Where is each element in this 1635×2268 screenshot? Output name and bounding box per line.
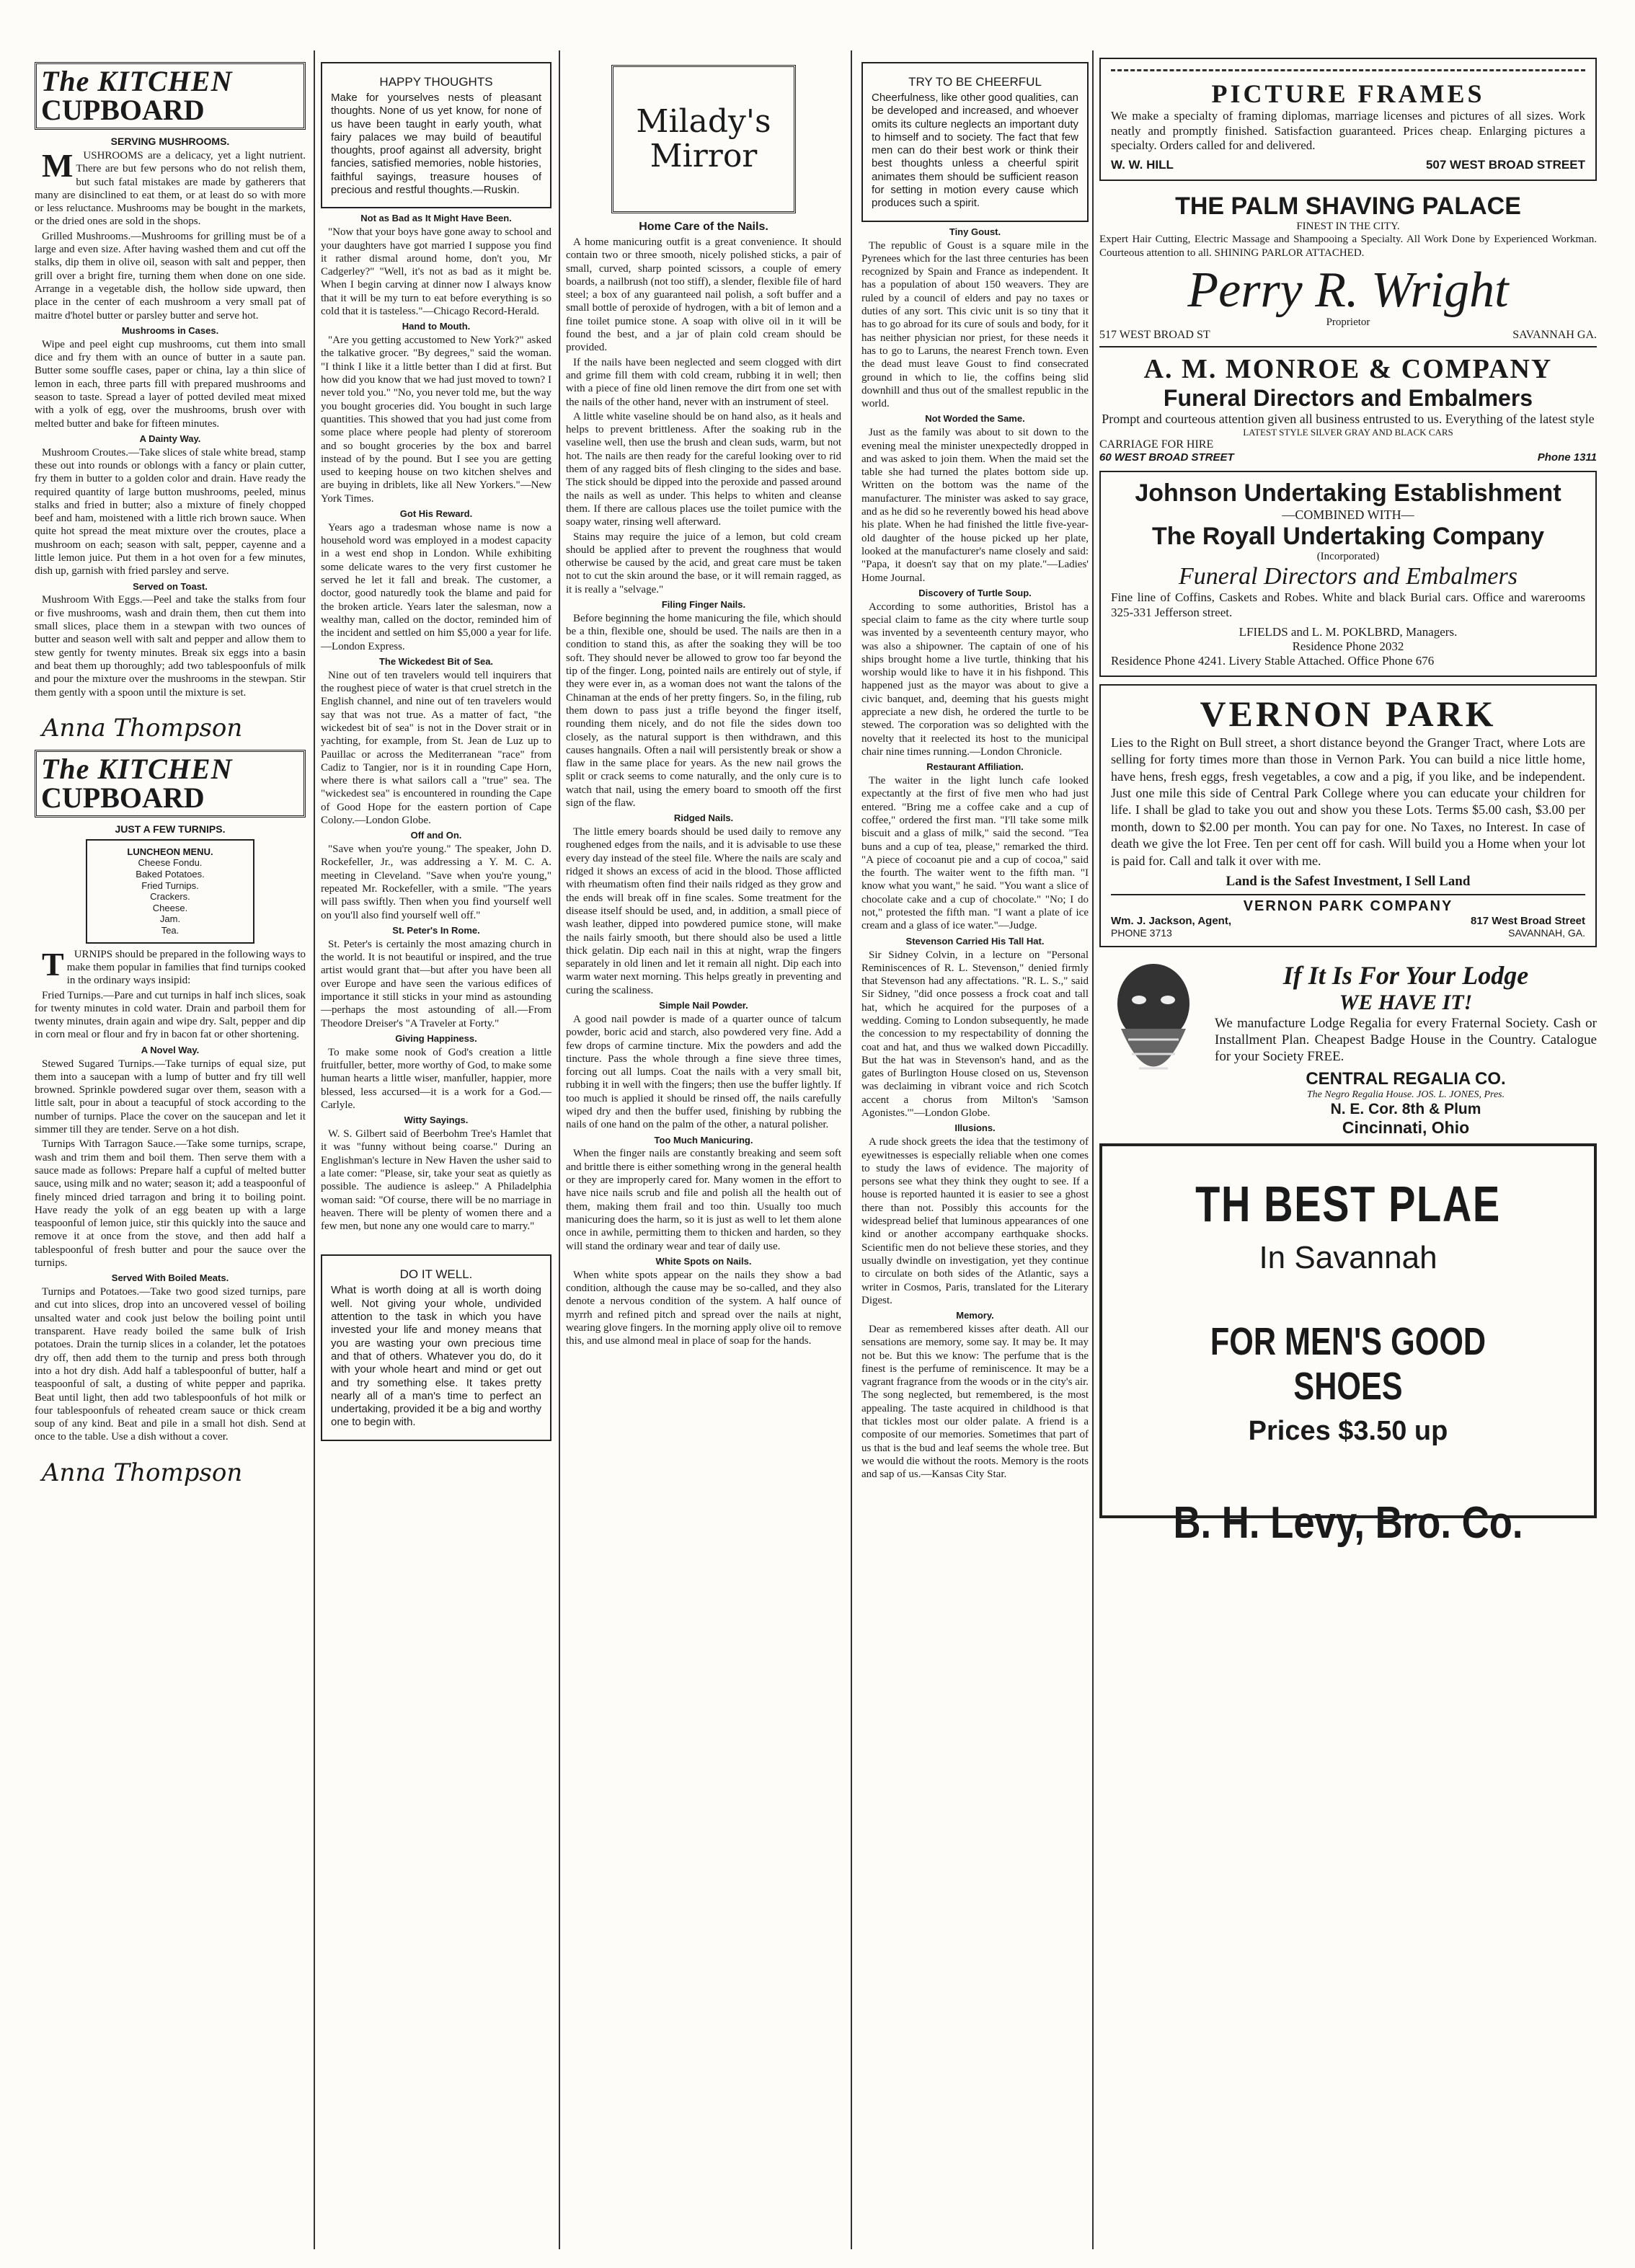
do-it-well-box: DO IT WELL. What is worth doing at all is worth doing well. Not giving your whole, undivided attention to the task in which you have invested your life and money means that you are wasting your own precious time and that of others. Whatever you do, do it with your whole heart and mind or get out and try something else. It takes pretty nearly all of a man's time to perfect an undertaking, provided it be a big and worthy one to begin with. — [321, 1254, 551, 1440]
column-rule — [851, 50, 852, 2249]
ad-johnson-undertaking: Johnson Undertaking Establishment —COMBINED WITH— The Royall Undertaking Company (Incorporated) Funeral Directors and Embalmers Fine line of Coffins, Caskets and Robes. White and black Burial cars. Office and warerooms 325-331 Jefferson street. LFIELDS and L. M. POKLBRD, Managers. Residence Phone 2032 Residence Phone 4241. Livery Stable Attached. Office Phone 676 — [1099, 471, 1597, 676]
article-body: MUSHROOMS are a delicacy, yet a light nutrient. There are but few persons who do not relish them, but such fatal mistakes are made by gatherers that many are disinclined to eat them, or at least do so with more or less reluctance. Mushrooms may be bought in the markets, or the dried ones are sold in the shops. Grilled Mushrooms.—Mushrooms for grilling must be of a large and even size. After having washed them and cut off the stalks, dip them in olive oil, season with salt and pepper, then grill over a bright fire, turning them when done on one side. Arrange in a vegetable dish, the hollow side upward, then place in the center of each mushroom a very small pat of maitre d'hotel butter or parsley butter and serve hot. Mushrooms in Cases. Wipe and peel eight cup mushrooms, cut them into small dice and fry them with an ounce of butter in a saute pan. Butter some souffle cases, paper or china, lay a thin slice of lemon in each, three parts fill with prepared mushrooms and season to taste. Spread a layer of potted deviled meat mixed with a yolk of egg, over the mushrooms, brush over with melted butter and bake for fifteen minutes. A Dainty Way. Mushroom Croutes.—Take slices of stale white bread, stamp these out into rounds or oblongs with a fancy or plain cutter, fry them in butter to a golden color and drain. Have ready the required quantity of large button mushrooms, peeled, minus stalks and fried in butter; also a mixture of finely chopped beef and ham, moistened with a little rich brown sauce. When quite hot spread the meat mixture over the croutes, place a mushroom on each; season with salt, pepper, cayenne and a little lemon juice. Put them in a hot oven for a few minutes, dish up, garnish with fried parsley and serve. Served on Toast. Mushroom With Eggs.—Peel and take the stalks from four or five mushrooms, wash and drain them, then cut them into small slices, place them in a stewpan with two ounces of butter and season well with salt and pepper and allow them to stew gently for twenty minutes. Break six eggs into a basin and beat them up thoroughly; add two tablespoonfuls of milk and pour the mixture over the mushrooms in the stewpan. Stir them gently with a spoon until the mixture is set. — [35, 147, 306, 699]
column-miscellany — [321, 58, 551, 1445]
column-rule — [1092, 50, 1094, 2249]
signature: Anna Thompson — [42, 1458, 243, 1487]
article-title: SERVING MUSHROOMS. — [110, 136, 230, 147]
mask-emblem-icon — [1099, 960, 1208, 1104]
signature: Anna Thompson — [42, 713, 243, 743]
ad-vernon-park: VERNON PARK Lies to the Right on Bull street, a short distance beyond the Granger Tract, where Lots are selling for forty times more than those in Vernon Park. You can build a nice little home, have hens, fresh eggs, fresh vegetables, a cow and a pig, if you like, and be independent. Just one mile this side of Central Park College where you can educate your children for life. I shall be glad to take you out and show you these Lots. Terms $5.00 cash, $3.00 per month, down to $2.00 per month. You can pay for one. No Taxes, no Interest. In case of death we give the lot Free. Ten per cent off for cash. Will build you a Home when your lot is paid for. Call and talk it over with me. Land is the Safest Investment, I Sell Land VERNON PARK COMPANY Wm. J. Jackson, Agent, 817 West Broad Street PHONE 3713 SAVANNAH, GA. — [1099, 684, 1597, 947]
cheerful-box: TRY TO BE CHEERFUL Cheerfulness, like other good qualities, can be developed and increased, and whoever omits its culture neglects an important duty to himself and to society. The fact that few men can do their best work or think their best thoughts unless a cheerful spirit animates them should be sufficient reason for setting in motion every cause which produces such a spirit. — [861, 62, 1089, 222]
article-title: JUST A FEW TURNIPS. — [115, 823, 226, 835]
article-body: Not as Bad as It Might Have Been. "Now that your boys have gone away to school and your daughters have got married I suppose you find it rather dismal around home, don't you, Mr Cadgerley?" "Well, it's not as bad as it might be. When I begin carving at dinner now I always know that it will be my turn to eat before everything is so cold that it is tasteless."—Chicago Record-Herald. Hand to Mouth. "Are you getting accustomed to New York?" asked the talkative grocer. "By degrees," said the woman. "I think I like it a little better than I did at first. But how did you know that we had just moved to town? I never told you." "No, you never told me, but the way you bought groceries did. You bought in such large quantities. This showed that you had just come from some place where people had plenty of storeroom and so bought groceries by the box and barrel instead of by the pound. But I see you are getting used to keeping house on two kitchen shelves and are buying in driblets, like all New Yorkers."—New York Times. Got His Reward. Years ago a tradesman whose name is now a household word was employed in a modest capacity in a west end shop in London. While exhibiting some delicate wares to the very first customer he served he let it fall and break. The customer, a doctor, good naturedly took the blame and paid for the broken article. Years later the salesman, now a wealthy man, called on the doctor, reminded him of the incident and settled on him $5,000 a year for life.—London Express. The Wickedest Bit of Sea. Nine out of ten travelers would tell inquirers that the roughest piece of water is that cruel stretch in the English channel, and nine out of ten travelers would say that was not true. As a matter of fact, "the wickedest bit of sea" is not in the Dover strait or in yachting, for example, from St. Jean de Luz up to Pauillac or across the Mediterranean "race" from Cadiz to Tangier, nor is it in rounding Cape Horn, where there is what sailors call a "true" sea. The "wickedest sea" is encountered in rounding the Cape of Good Hope for the eastern portion of Cape Colony.—London Globe. Off and On. "Save when you're young." The speaker, John D. Rockefeller, Jr., was addressing a Y. M. C. A. meeting in Cleveland. "Save when you're young," repeated Mr. Rockefeller, with a smile. "The years will pass swiftly. Then when you find yourself well on you'll also find yourself well off." St. Peter's In Rome. St. Peter's is certainly the most amazing church in the world. It is not beautiful or inspired, and the true artist would grant that—but after you have been all over Europe and have seen the various edifices of importance it still sticks in your mind as astounding—perhaps the most astounding of all.—From Theodore Dreiser's "A Traveler at Forty." Giving Happiness. To make some nook of God's creation a little fruitfuller, better, more worthy of God, to make some human hearts a little wiser, manfuller, happier, more blessed, less accursed—it is a work for a God.—Carlyle. Witty Sayings. W. S. Gilbert said of Beerbohm Tree's Hamlet that it was "funny without being coarse." During an Englishman's lecture in New Haven the usher said to a late comer: "Please, sir, take your seat as quietly as possible. The audience is asleep." A Philadelphia woman said: "Of course, there will be no marriage in heaven. There will be plenty of women there and a few men, but none any one would care to marry." — [321, 213, 551, 1233]
column-ads — [1099, 58, 1597, 1549]
ad-monroe: A. M. MONROE & COMPANY Funeral Directors and Embalmers Prompt and courteous attention given all business entrusted to us. Everything of the latest style LATEST STYLE SILVER GRAY AND BLACK CARS CARRIAGE FOR HIRE 60 WEST BROAD STREET Phone 1311 — [1099, 346, 1597, 464]
column-kitchen — [35, 58, 306, 1494]
ad-levy-shoes: TH BEST PLAE In Savannah FOR MEN'S GOOD SHOES Prices $3.50 up B. H. Levy, Bro. Co. — [1099, 1143, 1597, 1518]
kitchen-cupboard-logo: The KITCHEN CUPBOARD — [35, 750, 306, 818]
happy-thoughts-box: HAPPY THOUGHTS Make for yourselves nests of pleasant thoughts. None of us yet know, for none of us have been taught in early youth, what fairy palaces we may build of beautiful thoughts, proof against all adversity, bright fancies, satisfied memories, noble histories, faithful sayings, treasure houses of precious and restful thoughts.—Ruskin. — [321, 62, 551, 208]
column-rule — [559, 50, 560, 2249]
article-body: Tiny Goust. The republic of Goust is a square mile in the Pyrenees which for the last three centuries has been recognized by Spain and France as independent. It has a population of about 150 weavers. They are ruled by a council of elders and pay no taxes or duties of any sort. This civic unit is so tiny that it has to go abroad for its cure of souls and body, for it has neither physician nor priest, for these needs it has to go to Laruns, the nearest French town. Even the dead must leave Goust to find consecrated ground in which to lie, the coffins being slid downhill and thus out of the smallest republic in the world. Not Worded the Same. Just as the family was about to sit down to the evening meal the minister unexpectedly dropped in and was asked to join them. When the maid set the table she had turned the plates bottom side up. Written on the bottom was the name of the manufacturer. The minister was asked to say grace, and as he did so he reverently bowed his head above his plate. When he had finished the little five-year-old daughter of the house picked up her plate, looked at the manufacturer's name closely and said: "Papa, it doesn't say that on my plate."—Ladies' Home Journal. Discovery of Turtle Soup. According to some authorities, Bristol has a special claim to fame as the city where turtle soup was invented by a seventeenth century mayor, who was also a shipowner. The captain of one of his ships brought home a live turtle, thinking that his worship would like to have it in his fishpond. This happened just as the mayor was about to give a civic banquet, and, deeming that his guests might appreciate a new dish, he ordered the turtle to be stewed. The corporation was so delighted with the novelty that it reelected its host to the municipal chair nine times running.—London Chronicle. Restaurant Affiliation. The waiter in the light lunch cafe looked expectantly at the first of five men who had just entered. "Bring me a coffee cake and a cup of coffee," ordered the first man. "I'll take some milk biscuit and a glass of milk," said the second. "Tea buns and a cup of tea, please," remarked the third. "A piece of cocoanut pie and a cup of cocoa," said the fourth. The waiter went to the fifth man. "I know what you want," he said. "You want a slice of chocolate cake and a cup of chocolate." "No; I do not," protested the fifth man. "I want a plate of ice cream and a glass of ice water."—Judge. Stevenson Carried His Tall Hat. Sir Sidney Colvin, in a lecture on "Personal Reminiscences of R. L. Stevenson," denied firmly that Stevenson had any affectations. "R. L. S.," said Sir Sidney, "did once possess a frock coat and tall hat, which he acquired for the purposes of a wedding. Coming to London subsequently, he made the concession to my respectability of donning the coat and hat, and thus we walked down Piccadilly. But the hat was in Stevenson's hand, and as the gates of Burlington House closed on us, Stevenson was declaiming in vibrant voice and rich Scotch accent a chorus from Milton's 'Samson Agonistes.'"—London Globe. Illusions. A rude shock greets the idea that the testimony of eyewitnesses is especially reliable when one comes to study the laws of evidence. The majority of persons see what they think they ought to see. If a house is reported haunted it is easier to see a ghost there than not. Possibly this accounts for the widespread belief that luminous appearances of one kind or another accompany earthquake shocks. Scientific men do not believe these stories, and they usually dwindle on investigation, yet they continue to circulate on both sides of the Atlantic, says a writer in Cosmos, Paris, translated for the Literary Digest. Memory. Dear as remembered kisses after death. All our sensations are memory, some say. It may be. It may not be. But this we know: The perfume that is the finest is the perfume of reminiscence. It may be a vagrant fragrance from the woods or in the city's air. The song neglected, but remembered, is the most appealing. The taste acquired in childhood is that that tickles most our older palate. A friend is a composite of our memories. Sometimes that part of us that is the bud and leaf seems the whole tree. But we would die without the roots. Memory is the roots and sap of us.—Kansas City Star. — [861, 226, 1089, 1481]
article-title: Home Care of the Nails. — [639, 221, 768, 233]
ad-palm-shaving: THE PALM SHAVING PALACE FINEST IN THE CITY. Expert Hair Cutting, Electric Massage and Shampooing a Specialty. All Work Done by Experienced Workman. Courteous attention to all. SHINING PARLOR ATTACHED. Perry R. Wright Proprietor 517 WEST BROAD ST SAVANNAH GA. — [1099, 192, 1597, 342]
article-body: A home manicuring outfit is a great convenience. It should contain two or three smooth, nicely polished sticks, a pair of small, curved, sharp pointed scissors, a couple of emery boards, a nailbrush (not too stiff), a slender, flexible file of hard steel; a box of any guaranteed nail polish, a soft buffer and a small bottle of peroxide of hydrogen, with a bit of lemon and a fine toilet pumice stone. A soap with olive oil in it will be found the best, and a jar of plain cold cream should be provided. If the nails have been neglected and seem clogged with dirt and grime fill them with cold cream, rubbing it in well; then with a piece of fine old linen remove the dirt from one set with the nails of the other hand, never with an instrument of steel. A little white vaseline should be on hand also, as it heals and helps to prevent brittleness. After the soaking rub in the vaseline well, then use the brush and clean suds, warm, but not hot. The nails are then ready for the careful looking over to rid them of any ragged bits of flesh clinging to the sides and base. The stick should be dipped into the peroxide and passed around the nails as well as under. This helps to whiten and cleanse them. If there are callous places use the toilet pumice with the soapy water, rinsing well afterward. Stains may require the juice of a lemon, but cold cream should be applied after to prevent the roughness that would otherwise be caused by the acid, and great care must be taken not to cut the skin around the base, or it will remain ragged, as it is really a "selvage." Filing Finger Nails. Before beginning the home manicuring the file, which should be a thin, flexible one, should be used. The nails are then in a condition to stand this, as after the soaking they will be too soft. They should never be allowed to grow too far beyond the tip of the finger. Long, pointed nails are entirely out of style, if they were ever in, as a woman does not want the talons of the Chinaman at the ends of her pretty fingers. So, in the filing, rub them down to pass just a trifle beyond the finger itself, rounding them nicely, and do not file the sides down too closely, as the natural support is then withdrawn, and this causes hangnails. Often a nail will persistently break or show a flaw in the same place for years. As the new nail grows the split or crack seems to come naturally, and the only cure is to watch that nail, using the emery board to smooth off the first sign of the flaw. Ridged Nails. The little emery boards should be used daily to remove any roughened edges from the nails, and it is advisable to use these every day instead of the steel file. Where the nails are scaly and ridged it shows an excess of acid in the blood. Those afflicted with rheumatism often find their nails ridged as they grow and the ends will break off in fine scales. Some treatment for the disease itself should be used, and, in addition, a small piece of wash leather, dipped into powdered pumice stone, will make the nails fairly smooth, but there should also be used a little thick gelatin. Dip each nail in this at night, wrap the fingers separately in old linen and let it remain all night. Dip each into warm water next morning. This helps greatly in preventing and curing the scaliness. Simple Nail Powder. A good nail powder is made of a quarter ounce of talcum powder, boric acid and starch, also powdered very fine. Add a few drops of carmine tincture. Mix the powders and add the tincture. Pass the whole through a fine sieve three times, forcing out all lumps. Coat the nails with a very small bit, rubbing it in well with the fingers; then use the buffer lightly. If too much is applied it should be rinsed off, the nails carefully wiped dry and then the buffer used, finishing by rubbing the nails of one hand on the palm of the other, a natural polisher. Too Much Manicuring. When the finger nails are constantly breaking and seem soft and brittle there is either something wrong in the general health or they are improperly cared for. Many women in the effort to have nice nails scrub and file and polish all the health out of them, making them frail and too thin. Usually too much manicuring does the harm, so it is just as well to let them alone once in awhile, permitting them to thicken and harden, so they will stand the ordinary wear and tear of daily use. White Spots on Nails. When white spots appear on the nails they show a bad condition, although the cause may be so-called, and they also denote a nervous condition of the system. A half ounce of myrrh and refined pitch and spread over the nails at night, wearing glove fingers. In the morning apply olive oil to remove this, and use almond meal in place of soap for the hands. — [566, 236, 841, 1347]
ad-picture-frames: PICTURE FRAMES We make a specialty of framing diplomas, marriage licenses and pictures of all sizes. Work neatly and promptly finished. Satisfaction guaranteed. Prices cheap. Enlarging pictures a specialty. Orders called for and delivered. W. W. HILL 507 WEST BROAD STREET — [1099, 58, 1597, 181]
luncheon-menu: LUNCHEON MENU. Cheese Fondu. Baked Potatoes. Fried Turnips. Crackers. Cheese. Jam. Tea. — [86, 839, 255, 944]
ad-central-regalia: If It Is For Your Lodge WE HAVE IT! We manufacture Lodge Regalia for every Fraternal Society. Cash or Installment Plan. Cheapest Badge House in the Country. Catalogue for your Society FREE. CENTRAL REGALIA CO. The Negro Regalia House. JOS. L. JONES, Pres. N. E. Cor. 8th & Plum Cincinnati, Ohio — [1099, 954, 1597, 1144]
column-shorts — [861, 58, 1089, 1486]
column-milady — [566, 58, 841, 1352]
miladys-mirror-logo: Milady's Mirror — [611, 65, 796, 213]
column-rule — [314, 50, 315, 2249]
article-body: TURNIPS should be prepared in the following ways to make them popular in families that find turnips cooked in the ordinary ways insipid: Fried Turnips.—Pare and cut turnips in half inch slices, soak for twenty minutes in cold water. Drain and parboil them for twenty minutes, drain again and wipe dry. Salt, pepper and dip in corn meal or flour and fry in bacon fat or other shortening. A Novel Way. Stewed Sugared Turnips.—Take turnips of equal size, put them into a saucepan with a lump of butter and fry till well browned. Sprinkle powdered sugar over them, season with a little salt, pour in about a teacupful of stock according to the number of turnips. Place the cover on the saucepan and let it simmer till they are tender. Serve on a hot dish. Turnips With Tarragon Sauce.—Take some turnips, scrape, wash and trim them and boil them. Then serve them with a sauce made as follows: Prepare half a cupful of melted butter sauce, using milk and no water; season it; add a teaspoonful of finely minced dried tarragon and bring it to boiling point. Have ready the yolk of an egg beaten up with a large teaspoonful of lemon juice, stir this quickly into the sauce and remove it at once from the stove, and then add half a tablespoonful of fresh butter and pour the sauce over the turnips. Served With Boiled Meats. Turnips and Potatoes.—Take two good sized turnips, pare and cut into slices, drop into an uncovered vessel of boiling unsalted water and cook just below the boiling point until transparent. Have ready boiled the same bulk of Irish potatoes. Drain the turnip slices in a colander, let the potatoes dry off, then add them to the turnip and press both through into a hot dry dish. Add half a tablespoonful of butter, half a teaspoonful of salt, a dusting of white pepper and paprika. Beat until light, then add two tablespoonfuls of hot milk or four tablespoonfuls of reheated cream sauce or thick cream soup of any kind. Beat and pile in a small hot dish. Send at once to the table. Use a dish without a cover. — [35, 945, 306, 1443]
kitchen-cupboard-logo: The KITCHEN CUPBOARD — [35, 62, 306, 130]
